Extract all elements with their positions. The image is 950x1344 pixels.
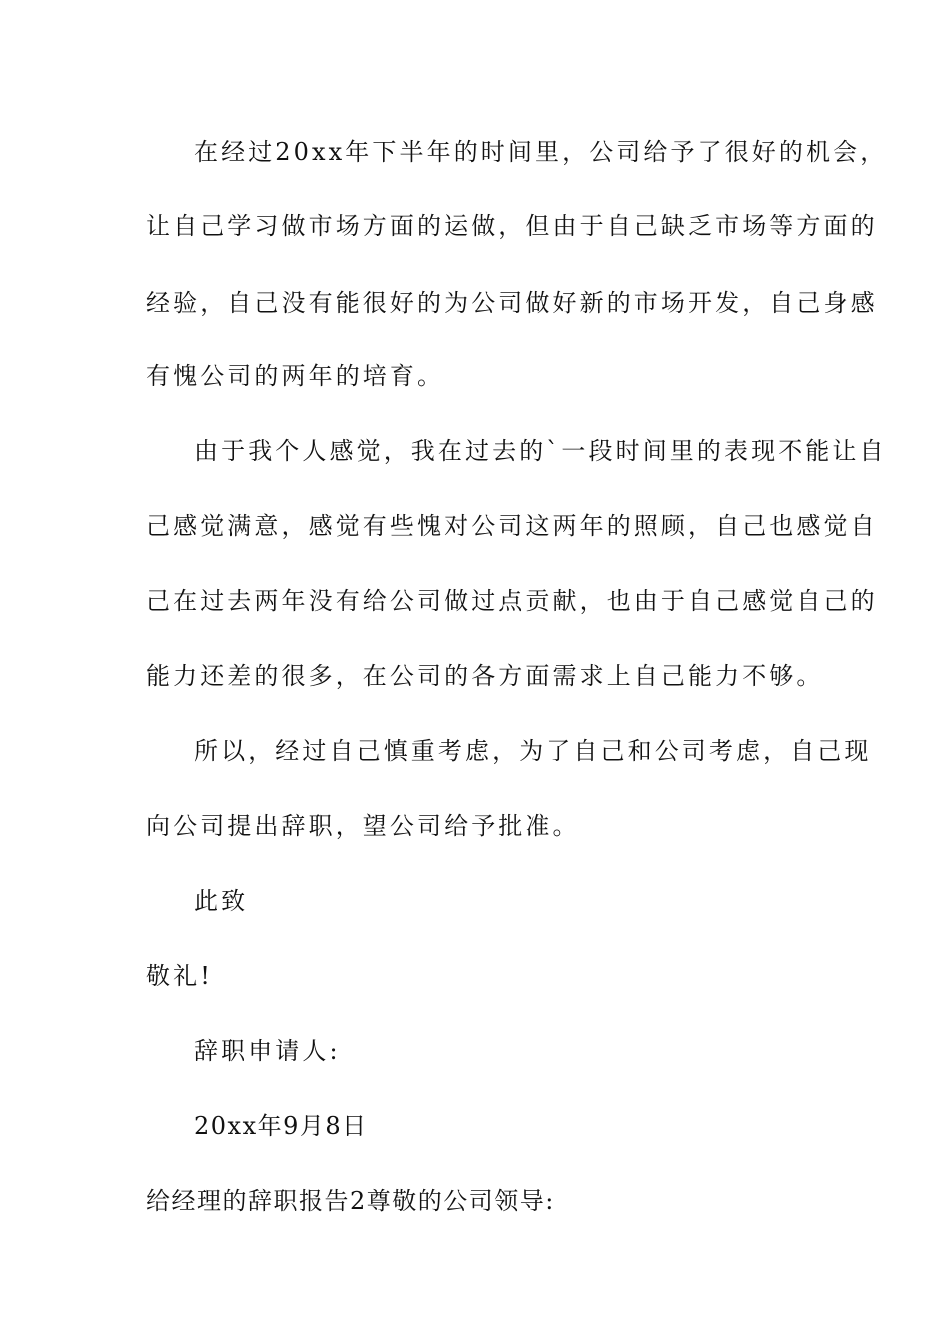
paragraph-2-line-1: 由于我个人感觉，我在过去的`一段时间里的表现不能让自: [194, 437, 887, 465]
closing-salutation: 此致: [194, 887, 249, 915]
signature-label: 辞职申请人:: [194, 1037, 341, 1065]
paragraph-2-line-4: 能力还差的很多，在公司的各方面需求上自己能力不够。: [146, 662, 824, 690]
paragraph-1-line-3: 经验，自己没有能很好的为公司做好新的市场开发，自己身感: [146, 289, 878, 317]
paragraph-1-line-2: 让自己学习做市场方面的运做，但由于自己缺乏市场等方面的: [146, 212, 878, 240]
signature-date: 20xx年9月8日: [194, 1112, 368, 1140]
paragraph-3-line-1: 所以，经过自己慎重考虑，为了自己和公司考虑，自己现: [194, 737, 872, 765]
paragraph-3-line-2: 向公司提出辞职，望公司给予批准。: [146, 812, 580, 840]
closing-regards: 敬礼!: [146, 962, 213, 990]
paragraph-1-line-1: 在经过20xx年下半年的时间里，公司给予了很好的机会，: [194, 138, 888, 166]
paragraph-1-line-4: 有愧公司的两年的培育。: [146, 362, 445, 390]
paragraph-2-line-3: 己在过去两年没有给公司做过点贡献，也由于自己感觉自己的: [146, 587, 878, 615]
next-section-heading: 给经理的辞职报告2尊敬的公司领导:: [146, 1187, 555, 1215]
paragraph-2-line-2: 己感觉满意，感觉有些愧对公司这两年的照顾，自己也感觉自: [146, 512, 878, 540]
